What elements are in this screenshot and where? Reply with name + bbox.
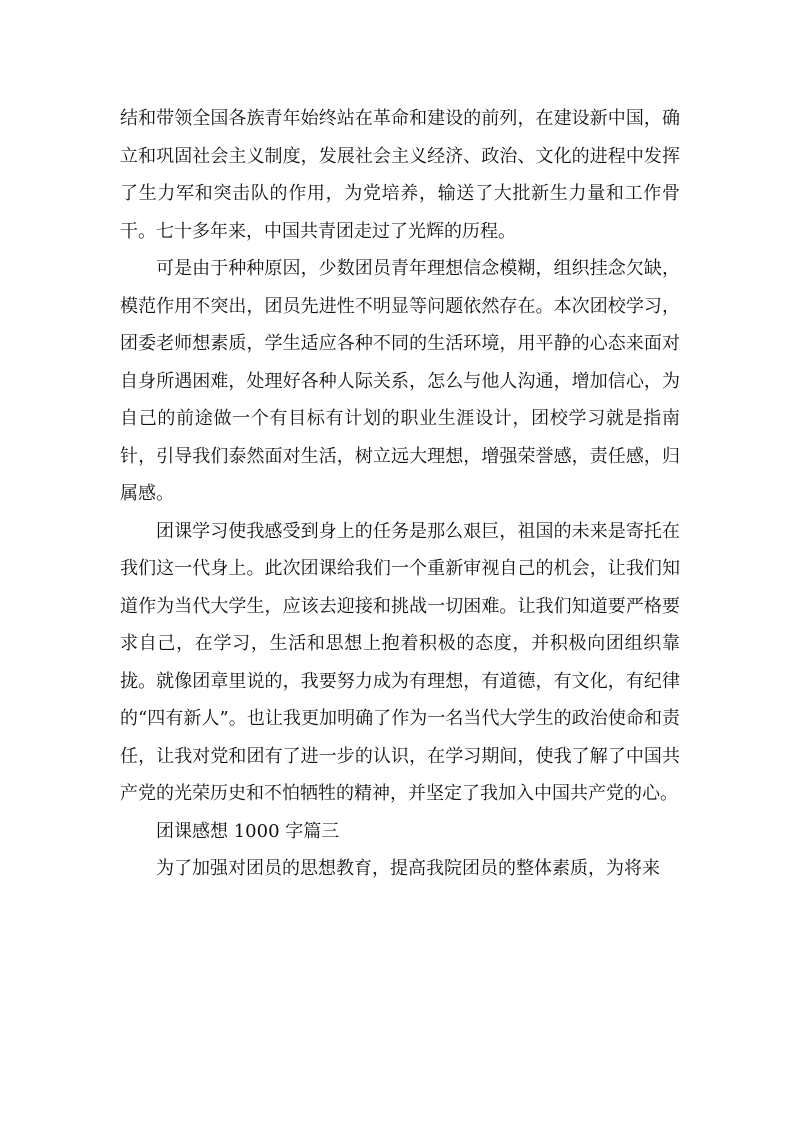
paragraph-3: 团课学习使我感受到身上的任务是那么艰巨，祖国的未来是寄托在我们这一代身上。此次团课给我们一个重新审视自己的机会，让我们知道作为当代大学生，应该去迎接和挑战一切困难。让我们知道要严格要求自己，在学习，生活和思想上抱着积极的态度，并积极向团组织靠拢。就像团章里说的，我要努力成为有理想，有道德，有文化，有纪律的“四有新人”。也让我更加明确了作为一名当代大学生的政治使命和责任，让我对党和团有了进一步的认识，在学习期间，使我了解了中国共产党的光荣历史和不怕牺牲的精神，并坚定了我加入中国共产党的心。 [120, 520, 680, 804]
paragraph-2: 可是由于种种原因，少数团员青年理想信念模糊，组织挂念欠缺，模范作用不突出，团员先进性不明显等问题依然存在。本次团校学习，团委老师想素质，学生适应各种不同的生活环境，用平静的心态来面对自身所遇困难，处理好各种人际关系，怎么与他人沟通，增加信心，为自己的前途做一个有目标有计划的职业生涯设计，团校学习就是指南针，引导我们泰然面对生活，树立远大理想，增强荣誉感，责任感，归属感。 [120, 258, 680, 504]
paragraph-4: 为了加强对团员的思想教育，提高我院团员的整体素质，为将来 [156, 858, 660, 879]
document-body [120, 100, 680, 888]
section-heading: 团课感想 1000 字篇三 [156, 820, 340, 842]
paragraph-1: 结和带领全国各族青年始终站在革命和建设的前列，在建设新中国，确立和巩固社会主义制度，发展社会主义经济、政治、文化的进程中发挥了生力军和突击队的作用，为党培养，输送了大批新生力量和工作骨干。七十多年来，中国共青团走过了光辉的历程。 [120, 108, 680, 242]
